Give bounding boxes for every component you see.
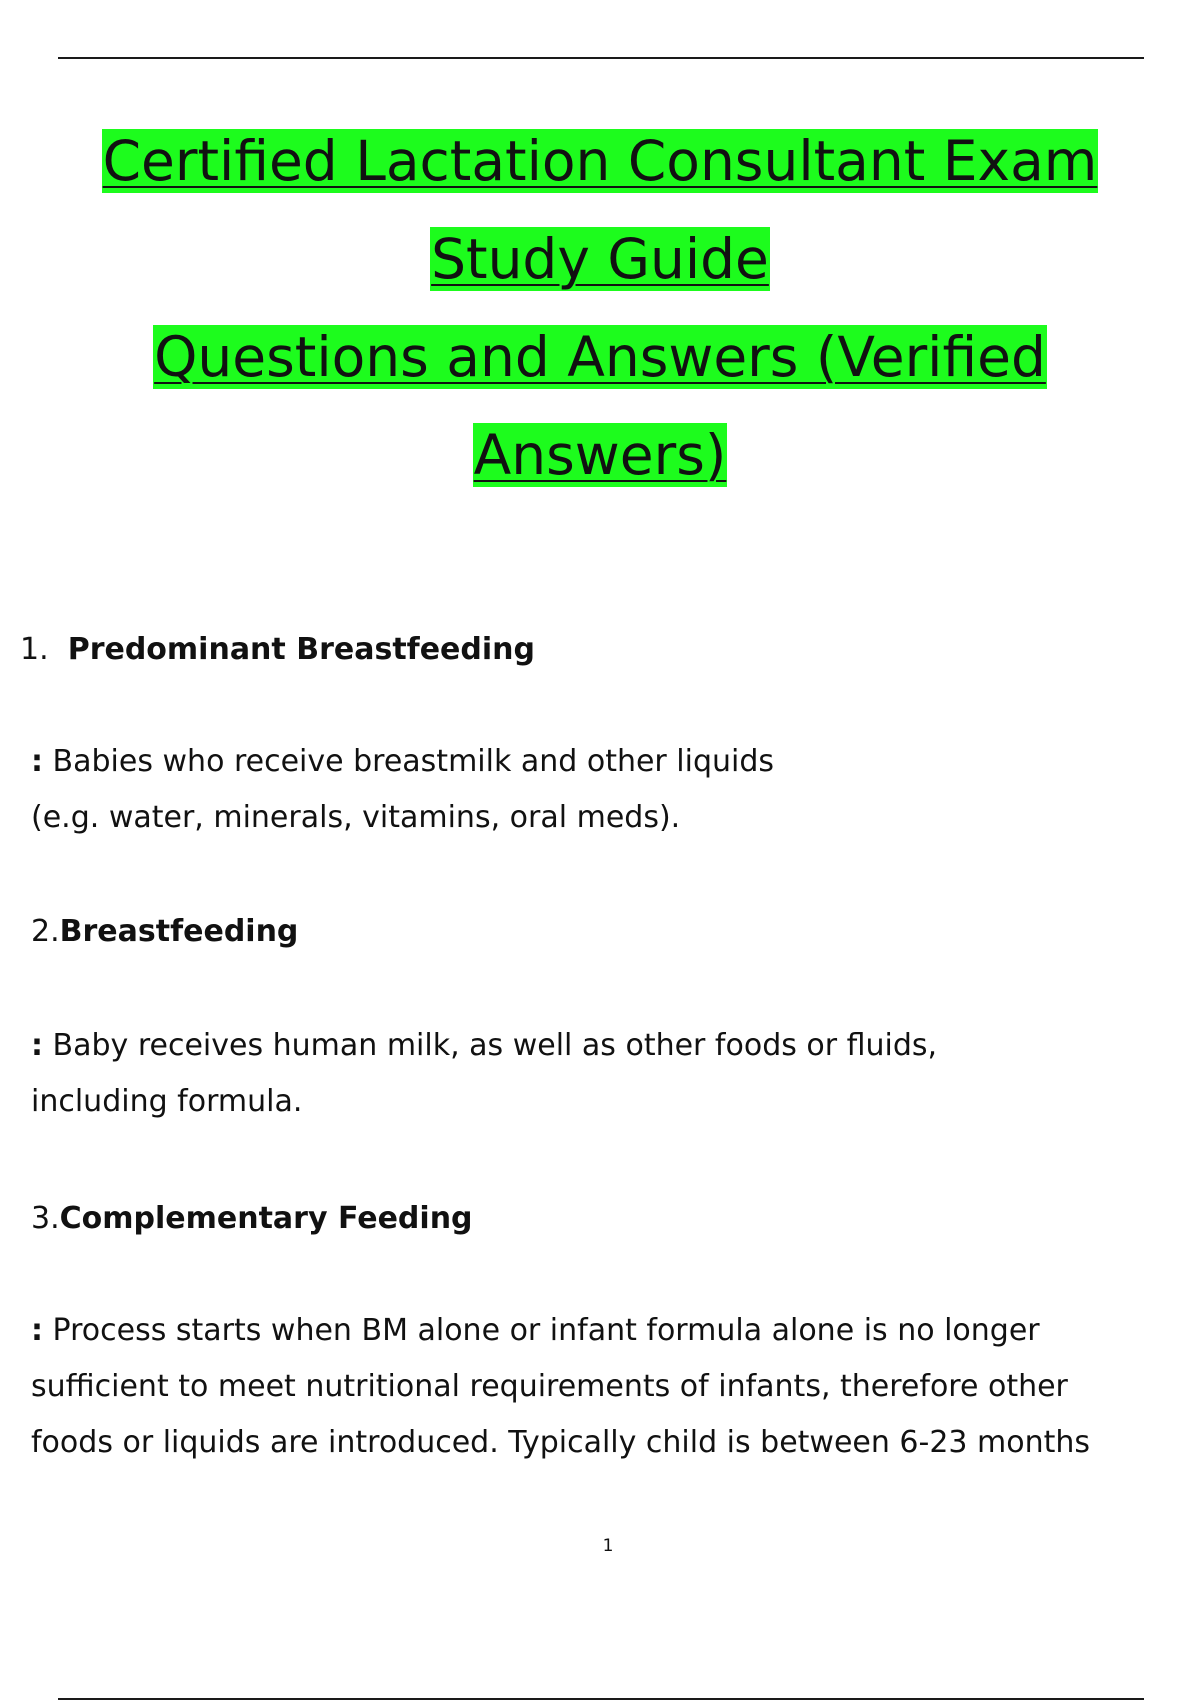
question-2-heading: [31, 912, 298, 952]
question-2-term: Breastfeeding: [59, 914, 299, 949]
answer-3-line-1: : Process starts when BM alone or infant formula alone is no longer: [31, 1313, 1040, 1348]
title-line-4: Answers): [473, 423, 727, 487]
question-1-term: Predominant Breastfeeding: [67, 632, 535, 667]
question-3-number: 3.: [31, 1201, 60, 1236]
answer-1-line-1: : Babies who receive breastmilk and other liquids: [31, 744, 775, 779]
question-1-heading: [20, 630, 535, 670]
title-line-3: Questions and Answers (Verified: [154, 325, 1046, 389]
title-line-1: Certified Lactation Consultant Exam: [102, 129, 1098, 193]
answer-2: [31, 1018, 1181, 1130]
question-2-number: 2.: [31, 914, 60, 949]
page-number: 1: [602, 1536, 614, 1556]
top-rule: [58, 57, 1144, 59]
answer-1: [31, 734, 1181, 846]
answer-3-line-2: sufficient to meet nutritional requirements of infants, therefore other: [31, 1369, 1068, 1404]
question-1-number: 1.: [20, 632, 49, 667]
answer-3: [31, 1303, 1181, 1471]
question-3-heading: [31, 1199, 473, 1239]
answer-3-line-3: foods or liquids are introduced. Typically child is between 6-23 months: [31, 1425, 1091, 1460]
answer-1-line-2: (e.g. water, minerals, vitamins, oral meds).: [31, 800, 681, 835]
document-title: [0, 112, 1200, 504]
answer-2-line-2: including formula.: [31, 1084, 303, 1119]
question-3-term: Complementary Feeding: [59, 1201, 473, 1236]
answer-2-line-1: : Baby receives human milk, as well as other foods or fluids,: [31, 1028, 938, 1063]
title-line-2: Study Guide: [431, 227, 769, 291]
